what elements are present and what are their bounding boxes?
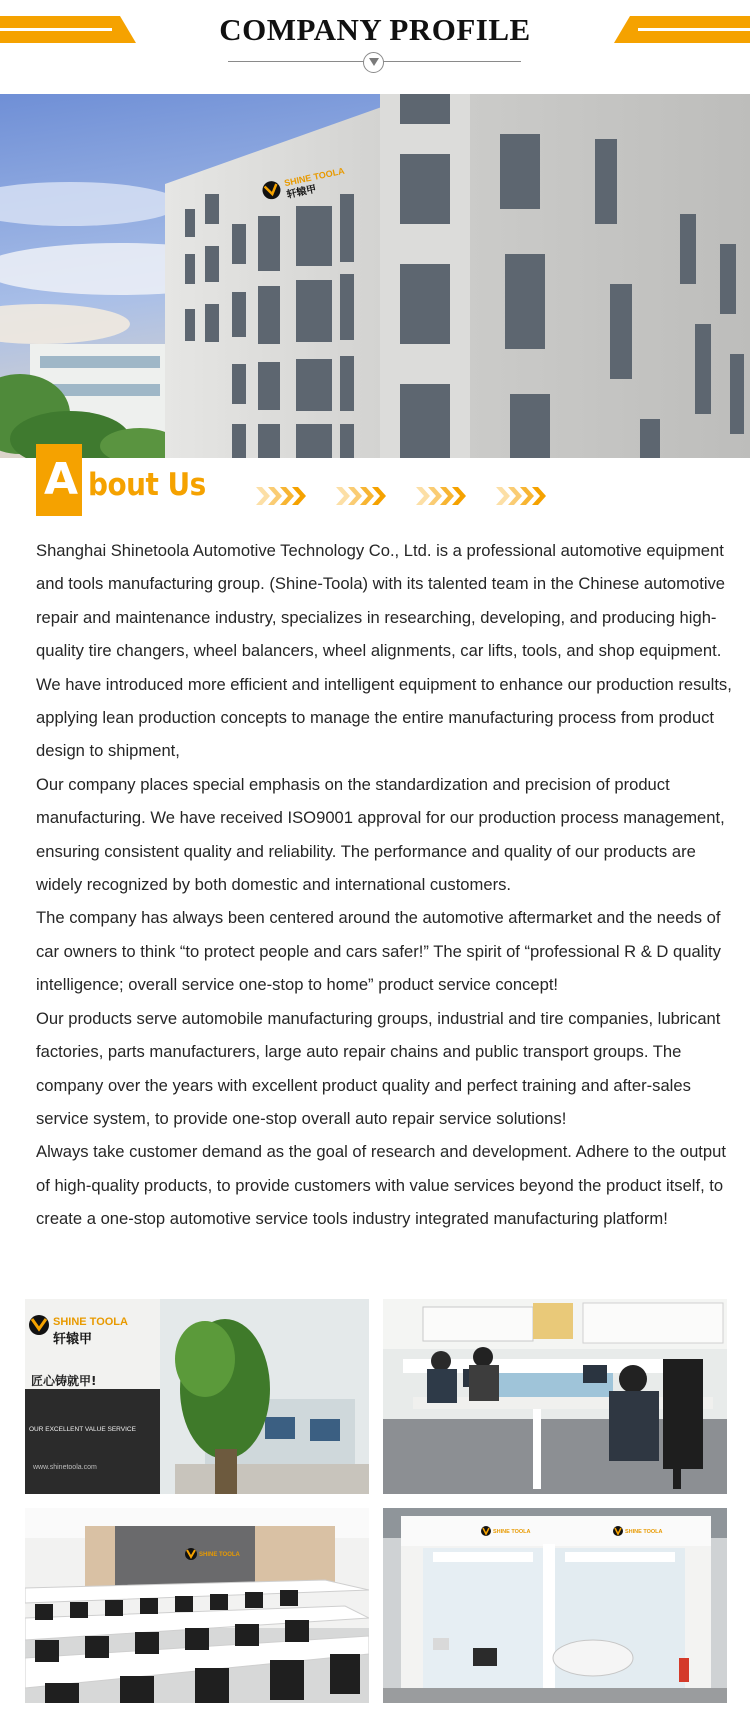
page-title: COMPANY PROFILE: [219, 12, 531, 47]
booth-logo-text-right: SHINE TOOLA: [625, 1529, 663, 1535]
reception-wall-slogan: 匠心铸就甲!: [31, 1374, 97, 1388]
chevron-arrows-icon: [220, 485, 560, 507]
about-paragraph: Our products serve automobile manufacturing groups, industrial and tire companies, lubricant factories, parts manufacturers, large auto repair chains and public transport groups. The company over the years with excellent product quality and perfect training and after-sales service system, to provide one-stop overall auto repair service solutions!: [36, 1008, 721, 1128]
hero-logo-cn: 轩辕甲: [285, 183, 318, 201]
about-paragraph: Our company places special emphasis on the standardization and precision of product manufacturing. We have received ISO9001 approval for our production process management, ensuring consistent quality and reliability. The performance and quality of our products are widely recognized by both domestic and international customers.: [36, 774, 725, 895]
hero-building-photo: [0, 94, 750, 458]
hero-logo-text: SHINE TOOLA: [283, 165, 346, 189]
about-text: [36, 534, 736, 1236]
photo-spray-booth: [383, 1508, 727, 1703]
booth-logo-text-left: SHINE TOOLA: [493, 1529, 531, 1535]
photo-reception: [25, 1299, 369, 1494]
chevron-down-icon: [363, 52, 384, 73]
reception-logo-cn: 轩辕甲: [53, 1332, 93, 1347]
about-heading-text: bout Us: [88, 467, 206, 503]
reception-wall-url: www.shinetoola.com: [33, 1464, 97, 1471]
about-paragraph: The company has always been centered around the automotive aftermarket and the needs of car owners to think “to protect people and cars safer!” The spirit of “professional R & D quality intelligence; overall service one-stop to home” product service concept!: [36, 908, 721, 995]
reception-wall-line2: OUR EXCELLENT VALUE SERVICE: [29, 1426, 136, 1433]
about-heading-initial: A: [44, 454, 79, 505]
page-header: [0, 0, 750, 94]
photo-office: [383, 1299, 727, 1494]
about-heading-initial-box: [36, 444, 82, 516]
about-paragraph: Always take customer demand as the goal of research and development. Adhere to the output of high-quality products, to provide customers with value services beyond the product itself, to create a one-stop automotive service tools industry integrated manufacturing platform!: [36, 1142, 726, 1229]
training-logo-text: SHINE TOOLA: [199, 1552, 240, 1558]
about-heading: [36, 444, 596, 516]
reception-logo-text: SHINE TOOLA: [53, 1316, 128, 1328]
photo-training-room: [25, 1508, 369, 1703]
about-paragraph: Shanghai Shinetoola Automotive Technology Co., Ltd. is a professional automotive equipment and tools manufacturing group. (Shine-Toola) with its talented team in the Chinese automotive repair and maintenance industry, specializes in researching, developing, and producing high-quality tire changers, wheel balancers, wheel alignments, car lifts, tools, and shop equipment. We have introduced more efficient and intelligent equipment to enhance our production results, applying lean production concepts to manage the entire manufacturing process from product design to shipment,: [36, 541, 732, 761]
